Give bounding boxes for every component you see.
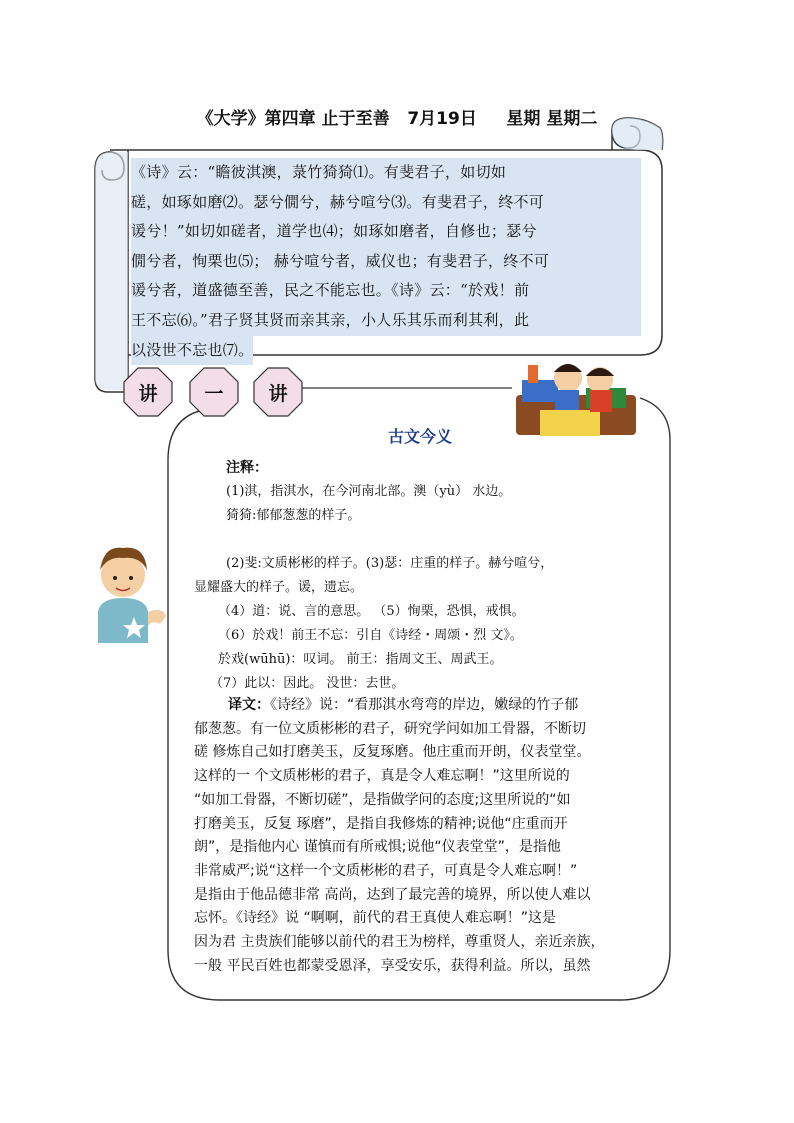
- text-line: 谖兮者，道盛德至善，民之不能忘也。《诗》云：“於戏！前: [131, 276, 641, 306]
- note-line: （4）道：说、言的意思。 （5）恂栗，恐惧，戒惧。: [218, 604, 525, 619]
- translation-line: 磋 修炼自己如打磨美玉，反复琢磨。他庄重而开朗，仪表堂堂。: [194, 744, 591, 761]
- page-title: 《大学》第四章 止于至善 7月19日 星期 星期二: [196, 109, 598, 129]
- note-line: [194, 528, 644, 552]
- translation-line: 一般 平民百姓也都蒙受恩泽，享受安乐，获得利益。所以，虽然: [194, 957, 591, 974]
- translation-line: 因为君 主贵族们能够以前代的君王为榜样，尊重贤人，亲近亲族，: [194, 934, 605, 951]
- boy-illustration: [98, 548, 166, 643]
- note-line: （6）於戏！前王不忘：引自《诗经・周颂・烈 文》。: [218, 628, 523, 643]
- note-line: 显耀盛大的样子。谖，遗忘。: [194, 580, 364, 595]
- translation-first-line: 译文：《诗经》说：“看那淇水弯弯的岸边，嫩绿的竹子郁: [228, 697, 579, 713]
- tab-yi: 一: [188, 366, 240, 418]
- section-subtitle: 古文今义: [387, 427, 452, 446]
- translation-line: 打磨美玉，反复 琢磨”，是指自我修炼的精神;说他“庄重而开: [194, 815, 568, 832]
- translation-label: 译文：: [228, 697, 270, 713]
- translation-line: 这样的一 个文质彬彬的君子，真是令人难忘啊！”这里所说的: [194, 768, 570, 785]
- text-line: 僩兮者，恂栗也⑸； 赫兮喧兮者，威仪也；有斐君子，终不可: [131, 247, 641, 277]
- annotations: [194, 456, 644, 696]
- classical-text: [131, 158, 641, 376]
- translation-line: 郁葱葱。有一位文质彬彬的君子，研究学问如加工骨器，不断切: [194, 720, 586, 737]
- scroll-rod-left: [95, 152, 128, 390]
- note-line: 猗猗:郁郁葱葱的样子。: [226, 508, 361, 523]
- text-line: 谖兮！”如切如磋者，道学也⑷；如琢如磨者，自修也；瑟兮: [131, 217, 641, 247]
- text-line: 王不忘⑹。”君子贤其贤而亲其亲，小人乐其乐而利其利，此: [131, 306, 641, 336]
- text-line: 《诗》云：“瞻彼淇澳，菉竹猗猗⑴。有斐君子，如切如: [131, 158, 641, 188]
- translation: [194, 694, 644, 978]
- text-line: 磋，如琢如磨⑵。瑟兮僩兮，赫兮喧兮⑶。有斐君子，终不可: [131, 188, 641, 218]
- translation-line: “如加工骨器，不断切磋”，是指做学问的态度;这里所说的“如: [194, 791, 571, 808]
- note-line: （7）此以：因此。 没世：去世。: [210, 676, 405, 691]
- tab-jiang-2: 讲: [252, 366, 304, 418]
- translation-line: 忘怀。《诗经》说 “啊啊，前代的君王真使人难忘啊！”这是: [194, 910, 556, 927]
- note-line: 於戏(wūhū)：叹词。 前王：指周文王、周武王。: [218, 652, 503, 667]
- translation-line: 朗”，是指他内心 谨慎而有所戒惧;说他“仪表堂堂”，是指他: [194, 839, 561, 856]
- tab-jiang-1: 讲: [122, 366, 174, 418]
- note-line: (1)淇，指淇水，在今河南北部。澳（yù） 水边。: [226, 484, 512, 499]
- translation-line: 非常威严;说“这样一个文质彬彬的君子，可真是令人难忘啊！”: [194, 862, 578, 879]
- notes-label: 注释：: [226, 460, 268, 476]
- text-line: 以没世不忘也⑺。: [131, 336, 253, 366]
- translation-line: 是指由于他品德非常 高尚，达到了最完善的境界，所以使人难以: [194, 886, 591, 903]
- note-line: (2)斐:文质彬彬的样子。(3)瑟：庄重的样子。赫兮喧兮，: [226, 556, 554, 571]
